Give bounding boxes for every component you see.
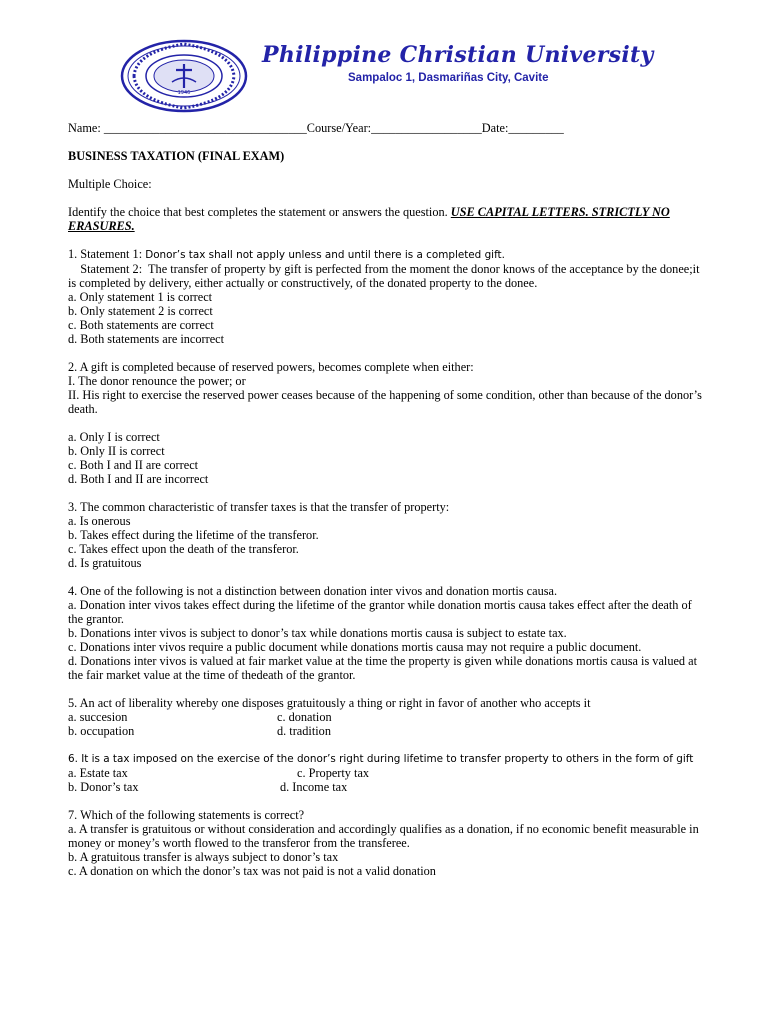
q1-choice-b: b. Only statement 2 is correct <box>68 304 213 318</box>
question-7 <box>68 808 708 878</box>
q6-choice-b: b. Donor’s tax <box>68 780 139 794</box>
question-4 <box>68 584 708 682</box>
q2-choice-a: a. Only I is correct <box>68 430 160 444</box>
q4-choice-b: b. Donations inter vivos is subject to donor’s tax while donations mortis causa is subject to estate tax. <box>68 626 567 640</box>
q1-statement1: Donor’s tax shall not apply unless and until there is a completed gift. <box>145 249 505 261</box>
question-1 <box>68 247 708 346</box>
exam-content <box>68 121 708 878</box>
q4-stem: 4. One of the following is not a distinction between donation inter vivos and donation mortis causa. <box>68 584 558 598</box>
date-field[interactable]: _________ <box>508 121 564 135</box>
q4-choice-c: c. Donations inter vivos require a public document while donations mortis causa may not require a public document. <box>68 640 642 654</box>
university-address: Sampaloc 1, Dasmariñas City, Cavite <box>348 72 549 84</box>
q7-choice-a: a. A transfer is gratuitous or without consideration and accordingly qualifies as a donation, if no economic benefit measurable in money or money’s worth flowed to the transferor from the transferee. <box>68 822 699 850</box>
svg-text:1946: 1946 <box>177 90 191 96</box>
q5-choice-a: a. succesion <box>68 710 128 724</box>
q5-choice-d: d. tradition <box>277 724 331 738</box>
q2-item-2: II. His right to exercise the reserved power ceases because of the happening of some condition, other than because of the donor’s death. <box>68 388 702 416</box>
q1-choice-a: a. Only statement 1 is correct <box>68 290 213 304</box>
q7-choice-c: c. A donation on which the donor’s tax was not paid is not a valid donation <box>68 864 436 878</box>
instructions <box>68 205 708 233</box>
q3-choice-a: a. Is onerous <box>68 514 131 528</box>
q3-stem: 3. The common characteristic of transfer taxes is that the transfer of property: <box>68 500 450 514</box>
instructions-emphasis: USE CAPITAL LETTERS. STRICTLY NO ERASURES. <box>68 205 670 233</box>
question-6 <box>68 752 708 794</box>
student-info-line <box>68 121 708 135</box>
q3-choice-c: c. Takes effect upon the death of the transferor. <box>68 542 299 556</box>
name-field[interactable]: _________________________________ <box>103 121 307 135</box>
q6-choice-d: d. Income tax <box>280 780 348 794</box>
university-name: Philippine Christian University <box>262 42 654 68</box>
q7-stem: 7. Which of the following statements is correct? <box>68 808 305 822</box>
q5-choice-c: c. donation <box>277 710 332 724</box>
q6-stem: 6. It is a tax imposed on the exercise of the donor’s right during lifetime to transfer property to others in the form of gift <box>68 753 694 765</box>
q7-choice-b: b. A gratuitous transfer is always subject to donor’s tax <box>68 850 339 864</box>
course-year-label: Course/Year: <box>306 121 372 135</box>
q2-choice-c: c. Both I and II are correct <box>68 458 199 472</box>
q3-choice-d: d. Is gratuitous <box>68 556 142 570</box>
course-year-field[interactable]: __________________ <box>371 121 482 135</box>
q2-choice-b: b. Only II is correct <box>68 444 165 458</box>
name-label: Name: <box>68 121 101 135</box>
question-2 <box>68 360 708 486</box>
q2-item-1: I. The donor renounce the power; or <box>68 374 246 388</box>
section-label: Multiple Choice: <box>68 177 152 191</box>
q6-choice-a: a. Estate tax <box>68 766 128 780</box>
q6-choice-c: c. Property tax <box>297 766 370 780</box>
q5-choice-b: b. occupation <box>68 724 135 738</box>
exam-title: BUSINESS TAXATION (FINAL EXAM) <box>68 149 285 163</box>
q3-choice-b: b. Takes effect during the lifetime of the transferor. <box>68 528 319 542</box>
date-label: Date: <box>481 121 509 135</box>
instructions-text: Identify the choice that best completes the statement or answers the question. <box>68 205 451 219</box>
q1-statement1-prefix: 1. Statement 1: <box>68 247 146 261</box>
q1-choice-d: d. Both statements are incorrect <box>68 332 225 346</box>
q4-choice-d: d. Donations inter vivos is valued at fair market value at the time the property is given while donations mortis causa is valued at the fair market value at the time of thedeath of the grantor. <box>68 654 698 682</box>
q2-stem: 2. A gift is completed because of reserved powers, becomes complete when either: <box>68 360 474 374</box>
q2-choice-d: d. Both I and II are incorrect <box>68 472 209 486</box>
q1-choice-c: c. Both statements are correct <box>68 318 214 332</box>
question-3 <box>68 500 708 570</box>
university-seal-logo <box>120 38 248 114</box>
q5-stem: 5. An act of liberality whereby one disposes gratuitously a thing or right in favor of another who accepts it <box>68 696 591 710</box>
q4-choice-a: a. Donation inter vivos takes effect during the lifetime of the grantor while donation mortis causa takes effect after the death of the grantor. <box>68 598 692 626</box>
question-5 <box>68 696 708 738</box>
q1-statement2: Statement 2: The transfer of property by gift is perfected from the moment the donor knows of the acceptance by the donee;it is completed by delivery, either actually or constructively, of the donated property to the donee. <box>68 262 703 290</box>
